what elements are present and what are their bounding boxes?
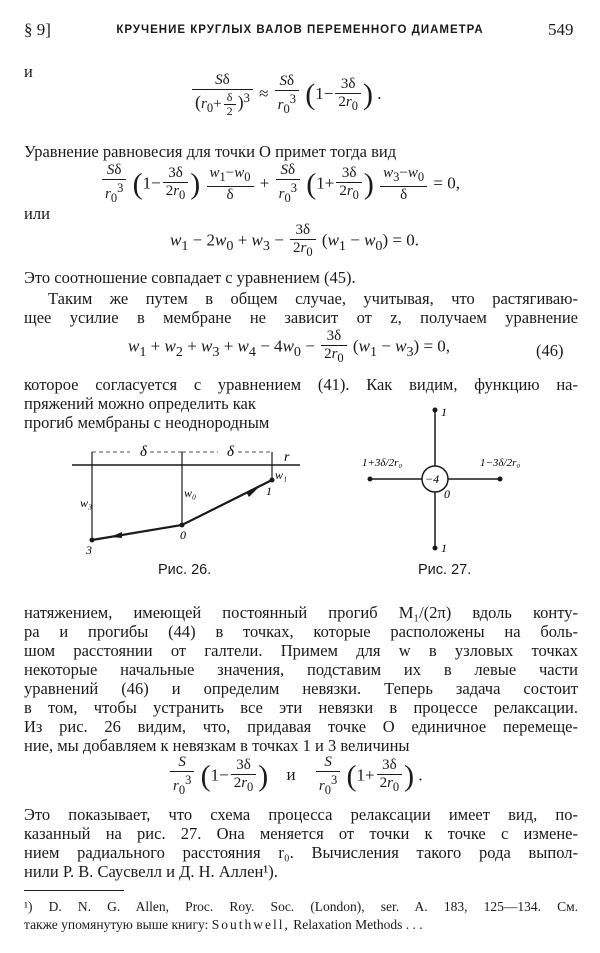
paragraph-stress-l1: которое согласуется с уравнением (41). Как видим, функцию на- xyxy=(24,375,578,394)
page-number: 549 xyxy=(548,20,574,39)
fig26-point-0 xyxy=(180,523,185,528)
fig27-center-label: −4 xyxy=(425,472,440,486)
fig27-right-coef: 1−3δ/2r₀ xyxy=(480,457,521,469)
paragraph-membrane-l5: уравнений (46) и определим невязки. Теперь задача состоит xyxy=(24,679,578,698)
paragraph-scheme-l4: нили Р. В. Саусвелл и Д. Н. Аллен¹). xyxy=(24,862,278,881)
footnote-line-2 xyxy=(24,916,578,933)
paragraph-scheme-l1: Это показывает, что схема процесса релаксации имеет вид, по- xyxy=(24,805,578,824)
footnote-author: Southwell, xyxy=(211,917,290,932)
equilibrium-intro: Уравнение равновесия для точки O примет тогда вид xyxy=(24,142,397,161)
fig26-delta-left: δ xyxy=(140,444,147,460)
equation-46: $w_1 + w_2 + w_3 + w_4 - 4w_0$ − $\frac{3\delta}{2r_0}$ $(w_1 - w_3) = 0$, xyxy=(128,328,451,365)
fig26-point-1 xyxy=(270,478,275,483)
figure-27 xyxy=(340,400,540,560)
footnote-l2-pre: также упомянутую выше книгу: xyxy=(24,917,212,932)
and-word: и xyxy=(24,62,33,81)
paragraph-scheme-l3: нием радиального расстояния r₀. Вычисления такого рода выпол- xyxy=(24,843,578,862)
fig26-w1-label: w₁ xyxy=(275,468,288,482)
fig27-o-label: 0 xyxy=(444,487,450,501)
paragraph-general-l2: щее усилие в мембране не зависит от z, получаем уравнение xyxy=(24,308,578,327)
paragraph-scheme-l2: казанный на рис. 27. Она меняется от точки к точке с измене- xyxy=(24,824,578,843)
section-marker: § 9] xyxy=(24,20,51,39)
and-middle: и xyxy=(286,765,296,785)
paragraph-membrane-l6: в том, чтобы устранить все эти невязки в процессе релаксации. xyxy=(24,698,578,717)
running-title: КРУЧЕНИЕ КРУГЛЫХ ВАЛОВ ПЕРЕМЕННОГО ДИАМЕТРА xyxy=(116,24,484,36)
fig26-p1-label: 1 xyxy=(266,484,272,498)
fig26-point-3 xyxy=(90,538,95,543)
paragraph-membrane-l3: шом расстоянии от галтели. Примем для w в узловых точках xyxy=(24,641,578,660)
fig26-w0-label: w₀ xyxy=(184,486,197,500)
figure-26 xyxy=(70,435,310,560)
footnote-rule xyxy=(24,890,124,891)
fig26-p3-label: 3 xyxy=(86,543,92,557)
fig26-w3-label: w₃ xyxy=(80,496,93,510)
paragraph-membrane-l2: ра и прогибы (44) в точках, которые расположены на боль- xyxy=(24,622,578,641)
paragraph-membrane-l7: Из рис. 26 видим, что, придавая точке O единичное перемеще- xyxy=(24,717,578,736)
or-word: или xyxy=(24,204,50,223)
fig27-caption: Рис. 27. xyxy=(418,562,472,578)
paragraph-membrane-l8: ние, мы добавляем к невязкам в точках 1 и 3 величины xyxy=(24,736,410,755)
equation-increments: $\frac{S}{r_0^3}$ (1− $\frac{3\delta}{2r_0}$ ) и $\frac{S}{r_0^3}$ (1+ $\frac{3\delta}{2r_0}$ ) . xyxy=(168,754,423,799)
fig26-r-label: r xyxy=(284,450,290,465)
coincides-sentence: Это соотношение совпадает с уравнением (45). xyxy=(24,268,356,287)
fig27-top-label: 1 xyxy=(441,405,447,419)
fig26-p0-label: 0 xyxy=(180,528,186,542)
fig26-delta-right: δ xyxy=(227,444,234,460)
fig27-left-coef: 1+3δ/2r₀ xyxy=(362,457,403,469)
paragraph-stress-l2: пряжений можно определить как xyxy=(24,394,256,413)
paragraph-stress-l3: прогиб мембраны с неоднородным xyxy=(24,413,270,432)
paragraph-general-l1: Таким же путем в общем случае, учитывая, что растягиваю- xyxy=(48,289,578,308)
paragraph-membrane-l4: некоторые начальные значения, подставим их в левые части xyxy=(24,660,578,679)
paragraph-membrane-l1: натяжением, имеющей постоянный прогиб M₁/(2π) вдоль конту- xyxy=(24,603,578,622)
equation-approx: Sδ ($r_0+$ $\frac{\delta}{2}$ )$^3$ ≈ $\frac{S\delta}{r_0^3}$ (1− $\frac{3\delta}{2r_0}$ ) . xyxy=(190,72,381,118)
equation-46-number: (46) xyxy=(536,341,564,360)
equation-simplified: $w_1 - 2w_0 + w_3$ − $\frac{3\delta}{2r_0}$ $(w_1 - w_0) = 0$. xyxy=(170,222,419,259)
equation-equilibrium: $\frac{S\delta}{r_0^3}$ (1− $\frac{3\delta}{2r_0}$ ) $\frac{w_1-w_0}{\delta}$ + $\frac{S\delta}{r_0^3}$ (1+ $\frac{3\delta}{2r_0}$ ) $\frac{w_3-w_0}{\delta}$ = 0, xyxy=(100,162,460,207)
footnote-l2-post: Relaxation Methods . . . xyxy=(289,917,423,932)
footnote-line-1: ¹) D. N. G. Allen, Proc. Roy. Soc. (London), ser. A. 183, 125—134. См. xyxy=(24,899,578,914)
fig27-bottom-label: 1 xyxy=(441,541,447,555)
fig26-caption: Рис. 26. xyxy=(158,562,212,578)
